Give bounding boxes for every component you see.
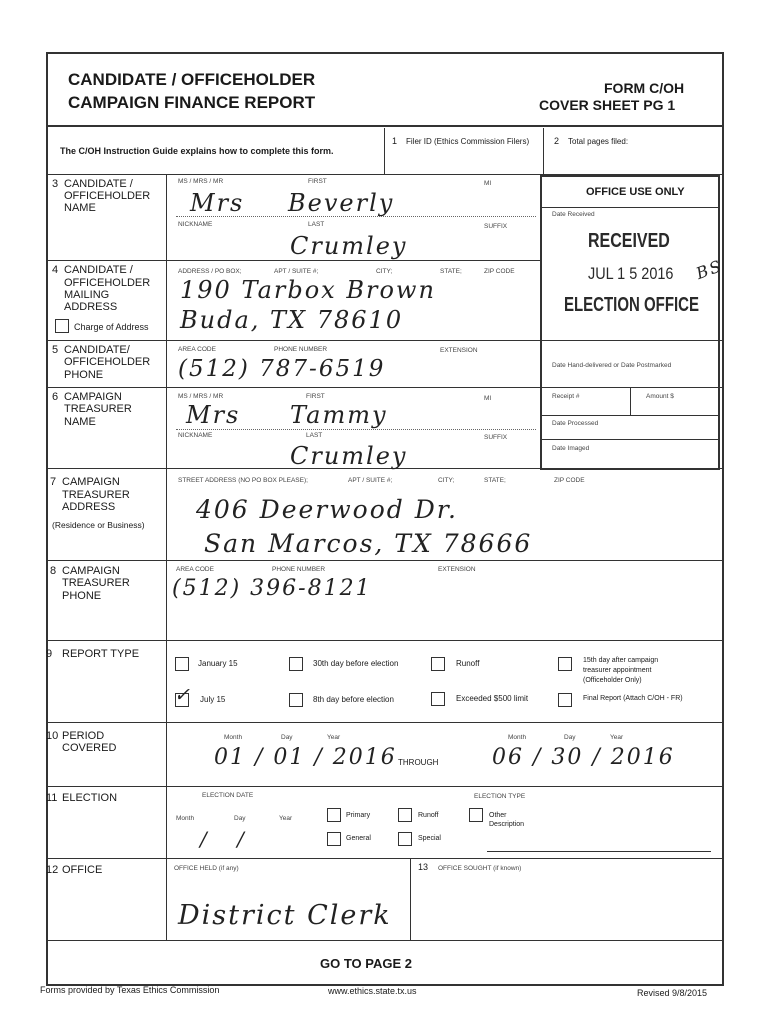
s3-nickname-label: NICKNAME (178, 221, 213, 228)
s4-label-1: CANDIDATE / (64, 264, 133, 276)
candidate-address-line2: Buda, TX 78610 (180, 306, 404, 334)
date-received-label: Date Received (552, 211, 595, 218)
treasurer-address-line1: 406 Deerwood Dr. (196, 495, 458, 524)
s8-num: 8 (50, 565, 57, 577)
s8-label-2: TREASURER (62, 577, 130, 589)
filer-id-num: 1 (392, 136, 398, 146)
final-report-checkbox[interactable] (558, 693, 572, 707)
s4-zip-label: ZIP CODE (484, 268, 515, 275)
candidate-prefix: Mrs (190, 189, 245, 217)
s3-mi-label: MI (484, 180, 492, 187)
election-type-label: ELECTION TYPE (474, 793, 526, 800)
s12-label: OFFICE (62, 864, 103, 876)
s7-apt-label: APT / SUITE #; (348, 477, 393, 484)
s8-ext-label: EXTENSION (438, 566, 476, 573)
runoff-report-checkbox[interactable] (431, 657, 445, 671)
s3-first-label: FIRST (308, 178, 327, 185)
date-hand-delivered-label: Date Hand-delivered or Date Postmarked (552, 362, 672, 369)
treasurer-prefix: Mrs (186, 401, 241, 429)
s6-first-label: FIRST (306, 393, 325, 400)
s3-label-3: NAME (64, 202, 96, 214)
s4-label-3: MAILING (64, 289, 110, 301)
s5-num: 5 (52, 344, 59, 356)
filer-id-label: Filer ID (Ethics Commission Filers) (406, 137, 530, 146)
s8-label-3: PHONE (62, 590, 102, 602)
s6-nickname-label: NICKNAME (178, 432, 213, 439)
election-office-stamp: ELECTION OFFICE (564, 294, 699, 316)
s7-zip-label: ZIP CODE (554, 477, 585, 484)
s10-label-2: COVERED (62, 742, 117, 754)
other-election-checkbox[interactable] (469, 808, 483, 822)
exceeded-limit-checkbox[interactable] (431, 692, 445, 706)
s9-num: 9 (46, 648, 53, 660)
july-15-label: July 15 (200, 695, 226, 704)
from-year-label: Year (327, 734, 341, 741)
office-held-value: District Clerk (178, 900, 392, 931)
s4-state-label: STATE; (440, 268, 462, 275)
footer-url: www.ethics.state.tx.us (328, 986, 417, 996)
footer-revised: Revised 9/8/2015 (637, 988, 708, 998)
s6-mi-label: MI (484, 395, 492, 402)
january-15-checkbox[interactable] (175, 657, 189, 671)
s4-label-4: ADDRESS (64, 301, 118, 313)
general-checkbox[interactable] (327, 832, 341, 846)
other-election-label: Other (489, 812, 507, 819)
receipt-label: Receipt # (552, 393, 580, 400)
s10-num: 10 (46, 730, 59, 742)
s3-num: 3 (52, 178, 59, 190)
s7-label-2: TREASURER (62, 489, 130, 501)
final-report-label: Final Report (Attach C/OH - FR) (583, 695, 683, 702)
s6-num: 6 (52, 391, 59, 403)
to-year-label: Year (610, 734, 624, 741)
15th-day-label-3: (Officeholder Only) (583, 677, 642, 684)
date-imaged-label: Date Imaged (552, 445, 590, 452)
received-date-stamp: JUL 1 5 2016 (588, 264, 674, 283)
s3-last-label: LAST (308, 221, 325, 228)
candidate-first-name: Beverly (288, 189, 395, 217)
s6-ms-label: MS / MRS / MR (178, 393, 224, 400)
period-to-date: 06 / 30 / 2016 (492, 745, 675, 770)
s7-num: 7 (50, 476, 57, 488)
candidate-address-line1: 190 Tarbox Brown (180, 276, 436, 304)
s6-label-2: TREASURER (64, 403, 132, 415)
received-stamp: RECEIVED (588, 230, 670, 252)
election-year-label: Year (279, 815, 293, 822)
special-label: Special (418, 835, 441, 842)
15th-day-label-2: treasurer appointment (583, 667, 652, 674)
s3-suffix-label: SUFFIX (484, 223, 508, 230)
form-title-line2: CAMPAIGN FINANCE REPORT (68, 93, 316, 112)
s4-label-2: OFFICEHOLDER (64, 277, 151, 289)
footer-provider: Forms provided by Texas Ethics Commission (40, 985, 220, 995)
s11-label: ELECTION (62, 792, 118, 804)
treasurer-address-line2: San Marcos, TX 78666 (204, 529, 533, 558)
treasurer-phone: (512) 396-8121 (172, 576, 372, 601)
treasurer-last-name: Crumley (290, 442, 408, 470)
s3-label-1: CANDIDATE / (64, 178, 133, 190)
s8-area-label: AREA CODE (176, 566, 214, 573)
from-month-label: Month (224, 734, 243, 741)
s12-num: 12 (46, 864, 59, 876)
s6-label-1: CAMPAIGN (64, 391, 122, 403)
s7-label-4: (Residence or Business) (52, 520, 145, 530)
s7-street-label: STREET ADDRESS (NO PO BOX PLEASE); (178, 477, 308, 484)
election-date-value: / / (200, 827, 246, 851)
office-use-title: OFFICE USE ONLY (586, 186, 685, 198)
election-month-label: Month (176, 815, 195, 822)
s5-ext-label: EXTENSION (440, 347, 478, 354)
15th-day-label-1: 15th day after campaign (583, 657, 659, 664)
change-of-address-label: Charge of Address (74, 322, 149, 332)
s6-suffix-label: SUFFIX (484, 434, 508, 441)
s5-label-2: OFFICEHOLDER (64, 356, 151, 368)
s5-label-1: CANDIDATE/ (64, 344, 130, 356)
go-to-page-2: GO TO PAGE 2 (320, 956, 412, 971)
s7-label-1: CAMPAIGN (62, 476, 120, 488)
date-processed-label: Date Processed (552, 420, 599, 427)
s7-city-label: CITY; (438, 477, 455, 484)
s8-phone-label: PHONE NUMBER (272, 566, 326, 573)
form-id: FORM C/OH (604, 80, 685, 96)
s6-label-3: NAME (64, 416, 96, 428)
election-date-label: ELECTION DATE (202, 792, 254, 799)
candidate-last-name: Crumley (290, 232, 408, 260)
exceeded-limit-label: Exceeded $500 limit (456, 694, 529, 703)
8th-day-checkbox[interactable] (289, 693, 303, 707)
30th-day-label: 30th day before election (313, 659, 399, 668)
s3-label-2: OFFICEHOLDER (64, 190, 151, 202)
july-15-check-mark: ✓ (174, 684, 190, 706)
s7-label-3: ADDRESS (62, 501, 116, 513)
form-title-line1: CANDIDATE / OFFICEHOLDER (68, 70, 316, 89)
s6-last-label: LAST (306, 432, 323, 439)
to-day-label: Day (564, 734, 576, 741)
s8-label-1: CAMPAIGN (62, 565, 120, 577)
30th-day-checkbox[interactable] (289, 657, 303, 671)
general-label: General (346, 835, 371, 842)
election-runoff-checkbox[interactable] (398, 808, 412, 822)
election-runoff-label: Runoff (418, 812, 439, 819)
election-day-label: Day (234, 815, 246, 822)
other-description-label: Description (489, 821, 525, 828)
s3-ms-label: MS / MRS / MR (178, 178, 224, 185)
s7-state-label: STATE; (484, 477, 506, 484)
s5-label-3: PHONE (64, 369, 104, 381)
candidate-phone: (512) 787-6519 (178, 356, 386, 382)
amount-label: Amount $ (646, 393, 674, 400)
15th-day-checkbox[interactable] (558, 657, 572, 671)
office-held-label: OFFICE HELD (if any) (174, 865, 239, 872)
january-15-label: January 15 (198, 659, 238, 668)
primary-checkbox[interactable] (327, 808, 341, 822)
cover-sheet-label: COVER SHEET PG 1 (539, 97, 676, 113)
s13-num: 13 (418, 862, 429, 872)
s5-area-label: AREA CODE (178, 346, 216, 353)
s11-num: 11 (46, 792, 58, 804)
reviewer-initials: BS (693, 256, 726, 283)
primary-label: Primary (346, 812, 371, 819)
through-label: THROUGH (398, 758, 439, 767)
to-month-label: Month (508, 734, 527, 741)
s4-num: 4 (52, 264, 59, 276)
runoff-report-label: Runoff (456, 659, 480, 668)
instruction-note: The C/OH Instruction Guide explains how to complete this form. (60, 146, 334, 156)
period-from-date: 01 / 01 / 2016 (214, 745, 397, 770)
s4-apt-label: APT / SUITE #; (274, 268, 319, 275)
special-checkbox[interactable] (398, 832, 412, 846)
s4-address-label: ADDRESS / PO BOX; (178, 268, 242, 275)
change-of-address-checkbox[interactable] (55, 319, 69, 333)
s4-city-label: CITY; (376, 268, 393, 275)
total-pages-label: Total pages filed: (568, 137, 629, 146)
office-sought-label: OFFICE SOUGHT (if known) (438, 865, 522, 872)
s10-label-1: PERIOD (62, 730, 105, 742)
8th-day-label: 8th day before election (313, 695, 394, 704)
from-day-label: Day (281, 734, 293, 741)
s5-phone-label: PHONE NUMBER (274, 346, 328, 353)
treasurer-first-name: Tammy (290, 401, 388, 429)
total-pages-num: 2 (554, 136, 560, 146)
s9-label: REPORT TYPE (62, 648, 140, 660)
